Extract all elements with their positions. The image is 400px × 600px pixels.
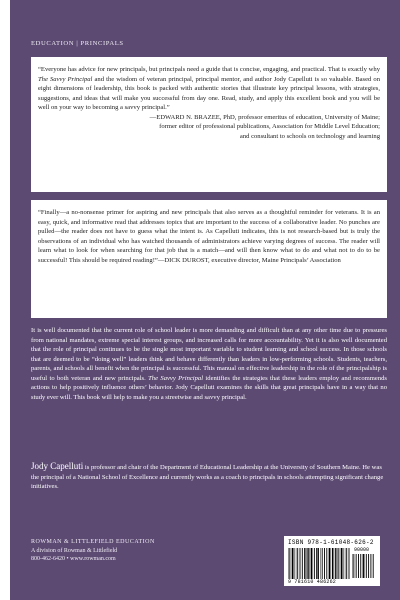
- review-1-attribution-line: and consultant to schools on technology and learning: [239, 132, 380, 140]
- review-1-book-title: The Savvy Principal: [38, 75, 93, 83]
- isbn-text: ISBN 978-1-61048-626-2: [288, 539, 374, 546]
- publisher-name: ROWMAN & LITTLEFIELD EDUCATION: [31, 539, 155, 545]
- author-bio-text: is professor and chair of the Department of Educational Leadership at the University of Southern Maine. He was the principal of a National School of Excellence and currently works as a coach to principals in schools attempting significant change initiatives.: [31, 464, 384, 490]
- review-1-text-before: “Everyone has advice for new principals, but principals need a guide that is concise, engaging, and practical. That is exactly why: [38, 66, 380, 73]
- back-cover: [10, 0, 400, 600]
- review-1-attribution: [38, 113, 380, 142]
- description-text-before: It is well documented that the current role of school leader is more demanding and difficult than at any other time due to pressures from national mandates, extreme special interest groups, and increased calls for more accountability. Yet it is also well documented that the role of principal continues to be the single most important variable to student learning and school success. In those schools that are deemed to be “doing well” leaders think and behave differently than leaders in low-performing schools. Students, teachers, parents, and schools all benefit when the principal is successful. This manual on effective leadership in the role of the principalship is useful to both veteran and new principals.: [31, 327, 387, 382]
- barcode-digits: 9 781610 486262: [288, 579, 337, 585]
- description-book-title: The Savvy Principal: [148, 374, 204, 382]
- review-2-attribution: —DICK DUROST, executive director, Maine Principals’ Association: [157, 256, 341, 264]
- price-code: 90000: [354, 547, 370, 553]
- review-1-text: [38, 65, 380, 113]
- review-1-attribution-line: —EDWARD N. BRAZEE, PhD, professor emeritus of education, University of Maine;: [149, 113, 380, 121]
- review-panel-1: [31, 57, 387, 192]
- publisher-division: A division of Rowman & Littlefield: [31, 547, 118, 554]
- review-panel-2: [31, 200, 387, 318]
- review-1-text-after: and the wisdom of veteran principal, principal mentor, and author Jody Capelluti is so valuable. Based on eight dimensions of leadership, this book is packed with authentic stories that illustrate key principal lessons, with strategies, suggestions, and ideas that will make you successful from day one. Read, study, and apply this excellent book and you will be well on your way to becoming a savvy principal.”: [38, 75, 381, 111]
- author-name: Jody Capelluti: [31, 461, 84, 471]
- publisher-contact: 800-462-6420 • www.rowman.com: [31, 556, 116, 562]
- review-2-text: [38, 208, 380, 265]
- review-2-quote: “Finally—a no-nonsense primer for aspiring and new principals that also serves as a thoughtful reminder for veterans. It is an easy, quick, and informative read that addresses topics that are important to the success of a collaborative leader. No punches are pulled—the reader does not have to guess what the intent is. As Capelluti indicates, this is not research-based but is truly the observations of an individual who has watched thousands of administrators achieve varying degrees of success. The reader will learn what to look for when searching for that job that is a match—and will then know what to do and what not to do to be successful! This should be required reading!”: [38, 209, 380, 264]
- book-description: [31, 326, 387, 402]
- author-bio: [31, 462, 387, 492]
- publisher-info: [31, 538, 155, 564]
- price-addon-barcode: [352, 554, 376, 578]
- ean-barcode: [288, 548, 350, 579]
- series-label: EDUCATION | PRINCIPALS: [31, 40, 124, 47]
- description-text-after: identifies the strategies that these leaders employ and recommends actions to help positively influence others’ behavior. Jody Capelluti examines the skills that great principals have in a way that no study ever will. This book will help to make you a streetwise and savvy principal.: [31, 374, 388, 401]
- review-1-attribution-line: former editor of professional publications, Association for Middle Level Education;: [159, 123, 380, 130]
- barcode-box: [284, 536, 380, 586]
